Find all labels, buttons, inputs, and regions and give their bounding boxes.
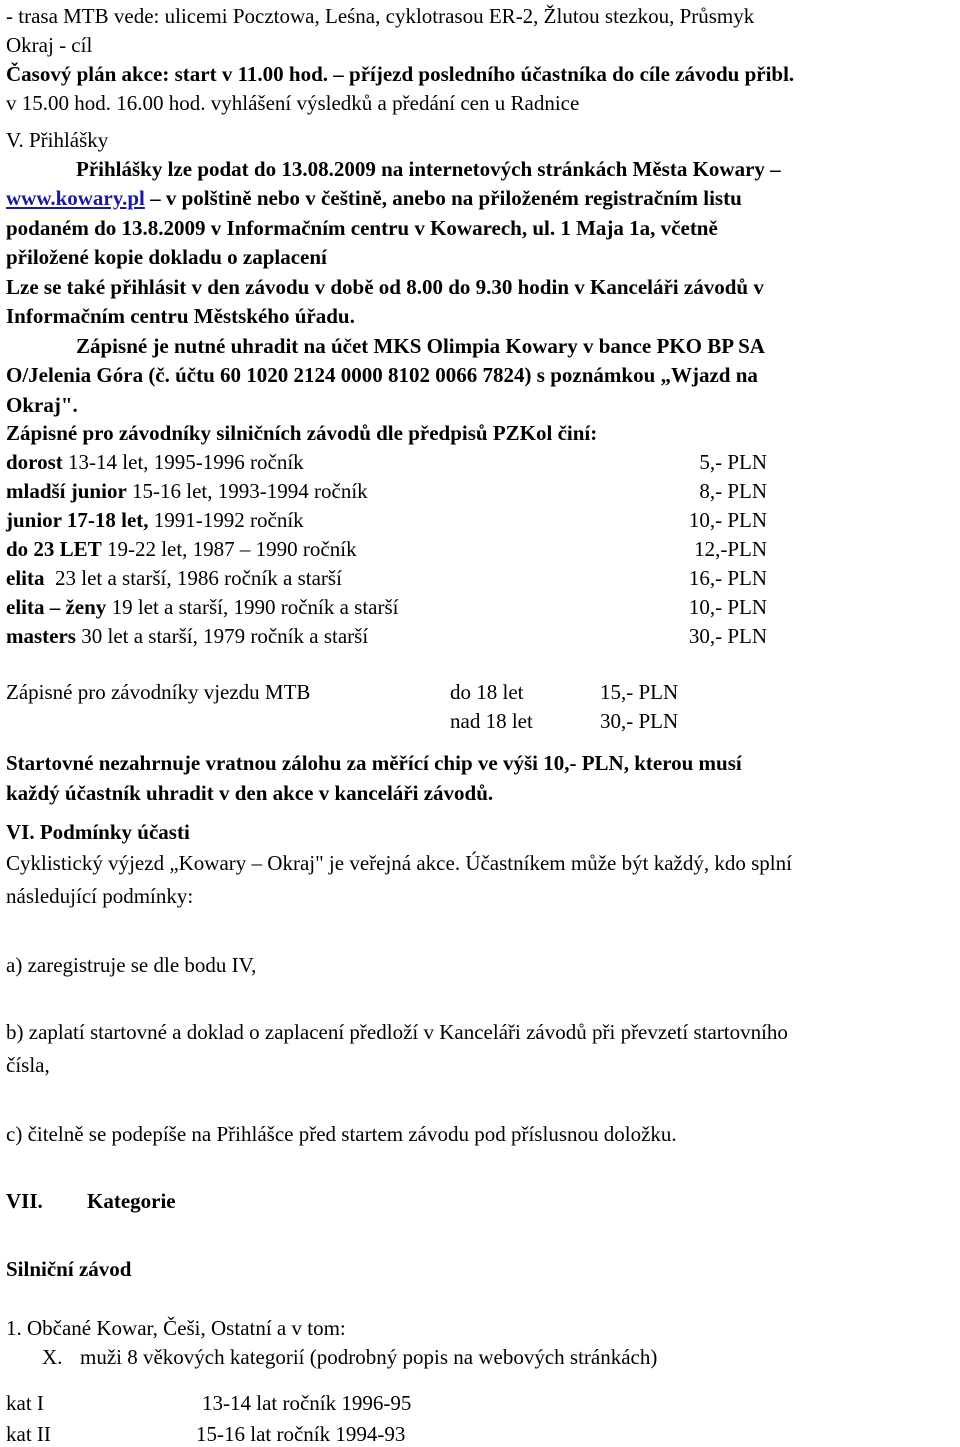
section-6-line-1: Cyklistický výjezd „Kowary – Okraj" je veřejná akce. Účastníkem může být každý, kdo splní [6, 851, 792, 875]
road-fee-amount: 10,- PLN [688, 508, 767, 532]
chip-note-line-1: Startovné nezahrnuje vratnou zálohu za měřící chip ve výši 10,- PLN, kterou musí [6, 751, 742, 775]
road-fee-amount: 30,- PLN [688, 624, 767, 648]
section-7-title: Kategorie [87, 1189, 176, 1213]
route-line-2: Okraj - cíl [6, 33, 93, 57]
section-5-p1-line-4: přiložené kopie dokladu o zaplacení [6, 245, 327, 269]
road-fee-row [6, 481, 368, 502]
section-6-line-2: následující podmínky: [6, 884, 194, 908]
road-fee-category: junior 17-18 let, [6, 508, 149, 532]
chip-note-line-2: každý účastník uhradit v den akce v kanceláři závodů. [6, 781, 494, 805]
road-fee-category: elita – ženy [6, 595, 107, 619]
kat-1-desc: 13-14 lat ročník 1996-95 [202, 1391, 412, 1415]
road-fee-category: dorost [6, 450, 63, 474]
road-fee-amount: 8,- PLN [699, 479, 767, 503]
condition-a: a) zaregistruje se dle bodu IV, [6, 953, 257, 977]
mtb-fee-value-2: 30,- PLN [600, 709, 679, 733]
road-fee-row [6, 510, 304, 531]
kat-1-name: kat I [6, 1391, 44, 1415]
road-fee-description: 13-14 let, 1995-1996 ročník [62, 450, 304, 474]
mtb-fee-value-1: 15,- PLN [600, 680, 679, 704]
section-7-number: VII. [6, 1189, 43, 1213]
section-5-p1-line-3: podaném do 13.8.2009 v Informačním centru v Kowarech, ul. 1 Maja 1a, včetně [6, 216, 718, 240]
road-fee-row [6, 539, 357, 560]
condition-b-line-1: b) zaplatí startovné a doklad o zaplacení předloží v Kanceláři závodů při převzetí startovního [6, 1020, 788, 1044]
mtb-fee-age-2: nad 18 let [450, 709, 533, 733]
road-fee-description: 1991-1992 ročník [148, 508, 304, 532]
section-7-subheading: Silniční závod [6, 1257, 132, 1281]
category-item-1: 1. Občané Kowar, Češi, Ostatní a v tom: [6, 1316, 346, 1340]
category-item-1x-text: muži 8 věkových kategorií (podrobný popis na webových stránkách) [80, 1345, 658, 1369]
road-fee-row [6, 597, 399, 618]
road-fee-amount: 12,-PLN [694, 537, 767, 561]
road-fee-category: masters [6, 624, 76, 648]
section-6-heading: VI. Podmínky účasti [6, 820, 190, 844]
road-fee-row [6, 568, 342, 589]
section-5-p2-line-2: Informačním centru Městského úřadu. [6, 304, 355, 328]
road-fee-amount: 16,- PLN [688, 566, 767, 590]
mtb-fee-age-1: do 18 let [450, 680, 524, 704]
route-line-1 [6, 6, 954, 27]
section-5-p1-line-2 [6, 188, 742, 209]
road-fee-row [6, 452, 304, 473]
category-item-1x-number: X. [42, 1345, 63, 1369]
section-5-p1-line-1: Přihlášky lze podat do 13.08.2009 na internetových stránkách Města Kowary – [76, 157, 781, 181]
mtb-fees-label: Zápisné pro závodníky vjezdu MTB [6, 680, 311, 704]
road-fee-category: elita [6, 566, 45, 590]
road-fee-description: 19-22 let, 1987 – 1990 ročník [101, 537, 357, 561]
kat-2-name: kat II [6, 1422, 51, 1446]
route-text: - trasa MTB vede: ulicemi Pocztowa, Leśna, cyklotrasou ER-2, Žlutou stezkou, Průsmyk [6, 4, 755, 28]
road-fee-amount: 5,- PLN [699, 450, 767, 474]
road-fee-category: mladší junior [6, 479, 127, 503]
section-5-p3-line-1: Zápisné je nutné uhradit na účet MKS Olimpia Kowary v bance PKO BP SA [76, 334, 765, 358]
road-fee-description: 23 let a starší, 1986 ročník a starší [44, 566, 342, 590]
kowary-website-link[interactable]: www.kowary.pl [6, 186, 145, 210]
condition-b-line-2: čísla, [6, 1053, 50, 1077]
section-5-p3-line-2: O/Jelenia Góra (č. účtu 60 1020 2124 0000 8102 0066 7824) s poznámkou „Wjazd na [6, 363, 758, 387]
section-5-p1-line-2-rest: – v polštině nebo v češtině, anebo na přiloženém registračním listu [150, 186, 742, 210]
schedule-line-1: Časový plán akce: start v 11.00 hod. – příjezd posledního účastníka do cíle závodu přibl. [6, 62, 795, 86]
road-fee-row [6, 626, 368, 647]
road-fee-amount: 10,- PLN [688, 595, 767, 619]
section-5-heading: V. Přihlášky [6, 128, 109, 152]
section-5-p3-line-3: Okraj". [6, 393, 78, 417]
road-fee-description: 30 let a starší, 1979 ročník a starší [75, 624, 369, 648]
schedule-line-2: v 15.00 hod. 16.00 hod. vyhlášení výsledků a předání cen u Radnice [6, 91, 580, 115]
road-fees-heading: Zápisné pro závodníky silničních závodů dle předpisů PZKol činí: [6, 421, 598, 445]
section-5-p2-line-1: Lze se také přihlásit v den závodu v době od 8.00 do 9.30 hodin v Kanceláři závodů v [6, 275, 764, 299]
condition-c: c) čitelně se podepíše na Přihlášce před startem závodu pod příslusnou doložku. [6, 1122, 677, 1146]
road-fee-category: do 23 LET [6, 537, 102, 561]
kat-2-desc: 15-16 lat ročník 1994-93 [196, 1422, 406, 1446]
road-fee-description: 19 let a starší, 1990 ročník a starší [106, 595, 399, 619]
road-fee-description: 15-16 let, 1993-1994 ročník [126, 479, 368, 503]
